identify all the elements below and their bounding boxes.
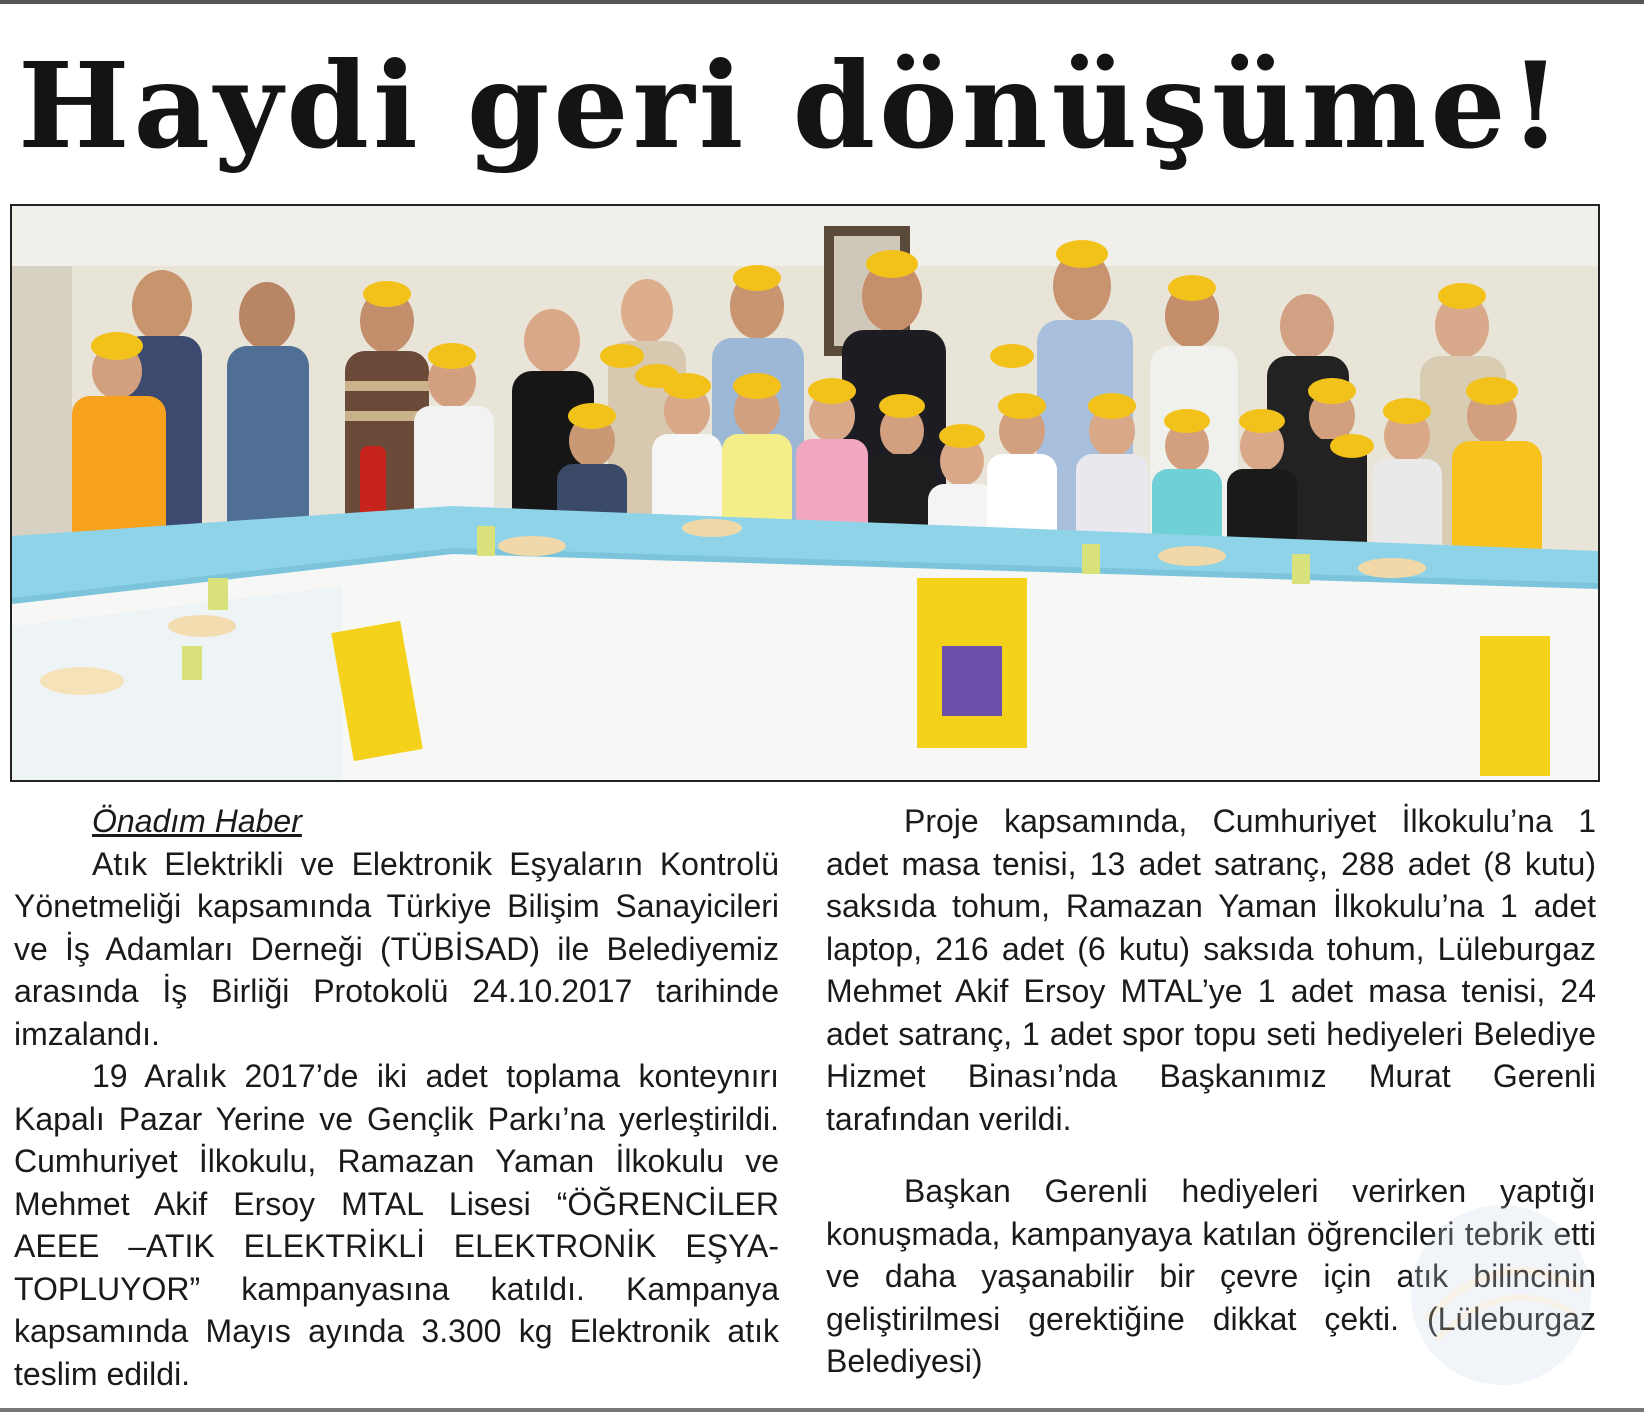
- group-photo-illustration: [12, 206, 1598, 780]
- paragraph: Başkan Gerenli hediyeleri verirken yaptığı konuşmada, kampanyaya katılan öğrencileri tebrik etti ve daha yaşanabilir bir çevre için atık bilincinin geliştirilmesi gerektiğine dikkat çekti. (Lüleburgaz Belediyesi): [826, 1173, 1596, 1379]
- paragraph: 19 Aralık 2017’de iki adet toplama konteynırı Kapalı Pazar Yerine ve Gençlik Parkı’na yerleştirildi. Cumhuriyet İlkokulu, Ramazan Yaman İlkokulu ve Mehmet Akif Ersoy MTAL Lisesi “ÖĞRENCİLER AEEE –ATIK ELEKTRİKLİ ELEKTRONİK EŞYA- TOPLUYOR” kampanyasına katıldı. Kampanya kapsamında Mayıs ayında 3.300 kg Elektronik atık teslim edildi.: [14, 1058, 779, 1392]
- watermark-logo-icon: [1406, 1200, 1596, 1390]
- conference-table: [12, 506, 1598, 780]
- article-photo: [10, 204, 1600, 782]
- paragraph: Proje kapsamında, Cumhuriyet İlkokulu’na 1 adet masa tenisi, 13 adet satranç, 288 adet (8 kutu) saksıda tohum, Ramazan Yaman İlkokulu’na 1 adet laptop, 216 adet (6 kutu) saksıda tohum, Lüleburgaz Mehmet Akif Ersoy MTAL’ye 1 adet masa tenisi, 24 adet satranç, 1 adet spor topu seti hediyeleri Belediye Hizmet Binası’nda Başkanımız Murat Gerenli tarafından verildi.: [826, 803, 1596, 1137]
- paragraph: Atık Elektrikli ve Elektronik Eşyaların Kontrolü Yönetmeliği kapsamında Türkiye Bilişim Sanayicileri ve İş Adamları Derneği (TÜBİSAD) ile Belediyemiz arasında İş Birliği Protokolü 24.10.2017 tarihinde imzalandı.: [14, 845, 779, 1052]
- byline: Önadım Haber: [92, 803, 302, 839]
- top-rule: [0, 0, 1644, 4]
- article-column-left: [14, 800, 779, 1395]
- headline: Haydi geri dönüşüme!: [18, 36, 1566, 175]
- bottom-rule: [0, 1408, 1644, 1412]
